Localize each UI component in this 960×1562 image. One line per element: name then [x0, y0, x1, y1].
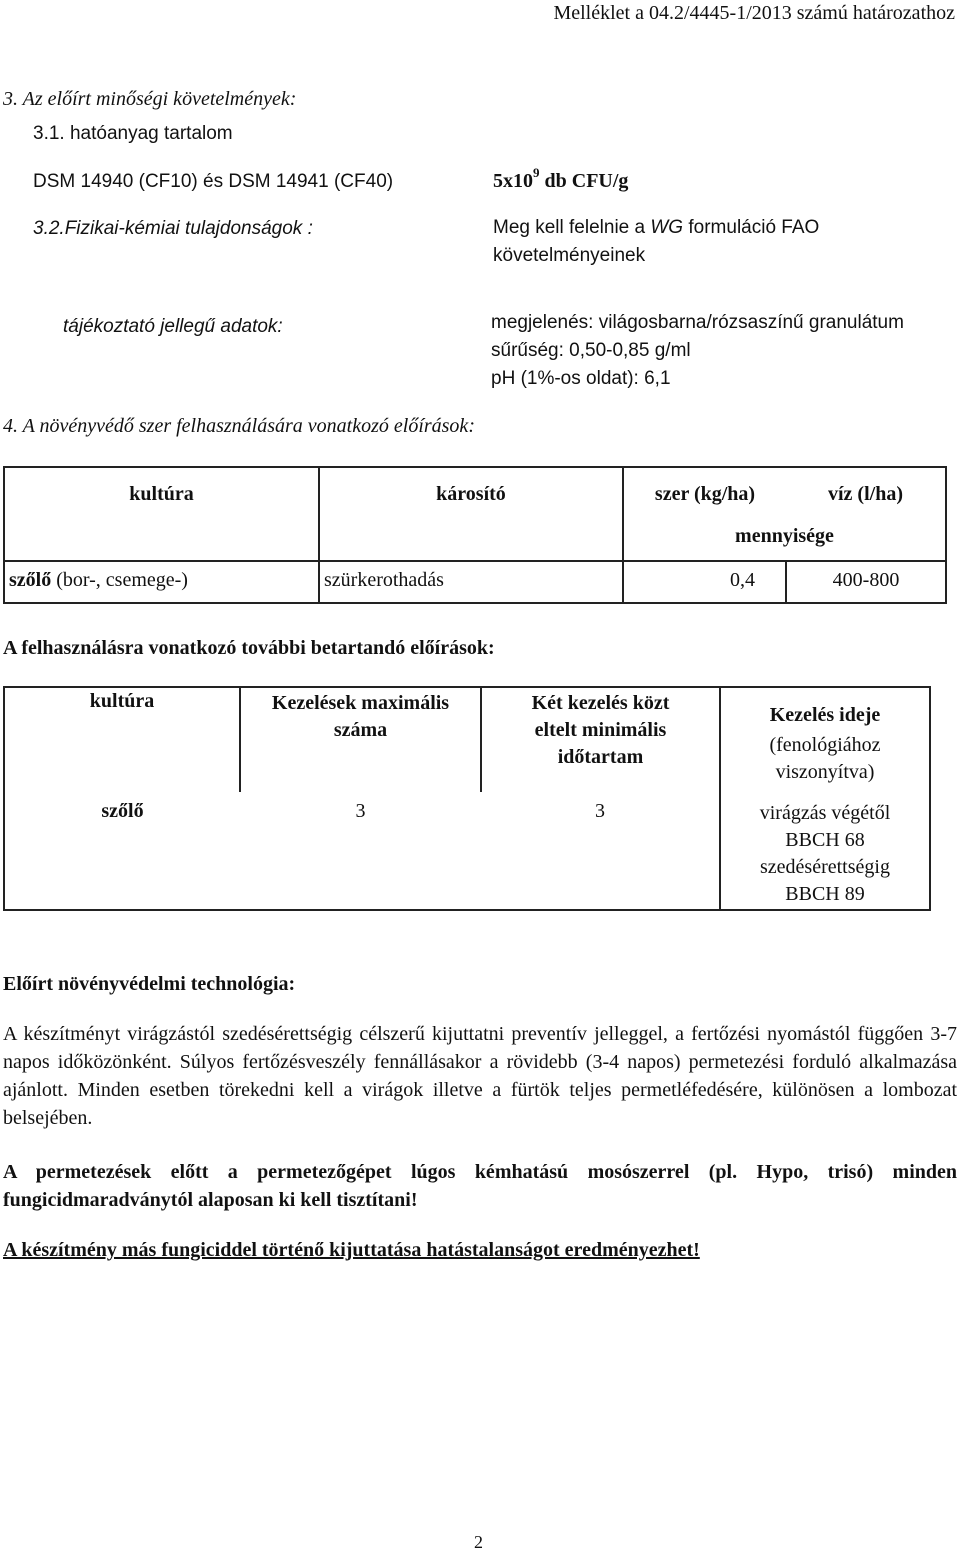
- usage-table: [3, 466, 947, 604]
- usage-header-pest: károsító: [319, 467, 623, 561]
- usage-header-water: víz (l/ha): [786, 467, 946, 515]
- usage-row-pest: szürkerothadás: [319, 561, 623, 603]
- physchem-requirement: Meg kell felelnie a WG formuláció FAO: [493, 217, 820, 238]
- appearance-value: megjelenés: világosbarna/rózsaszínű granulátum: [491, 312, 904, 333]
- treatment-header-max: Kezelések maximális száma: [240, 687, 481, 792]
- usage-header-culture: kultúra: [4, 467, 319, 561]
- active-content-value: $5x10^9$ db CFU/g: [493, 165, 629, 192]
- treatment-row-interval: 3: [481, 792, 720, 910]
- technology-paragraph: A készítményt virágzástól szedésérettségig célszerű kijuttatni preventív jelleggel, a fertőzési nyomástól függően 3-7 napos időközönként. Súlyos fertőzésveszély fennállásakor a rövidebb (3-4 napos) permetezési forduló alkalmazása ajánlott. Minden esetben törekedni kell a virágok illetve a fürtök teljes permetléfedésére, különösen a lombozat belsejében.: [3, 1023, 957, 1129]
- treatment-header-interval: Két kezelés közt eltelt minimális időtartam: [481, 687, 720, 792]
- section-3-2-title: 3.2.Fizikai-kémiai tulajdonságok :: [33, 218, 313, 239]
- further-rules-title: A felhasználásra vonatkozó további betartandó előírások:: [3, 637, 495, 659]
- treatment-header-timing: Kezelés ideje (fenológiához viszonyítva): [720, 687, 930, 792]
- section-4-title: 4. A növényvédő szer felhasználására vonatkozó előírások:: [3, 415, 475, 437]
- mixing-warning: A készítmény más fungiciddel történő kijuttatása hatástalanságot eredményezhet!: [3, 1239, 700, 1261]
- usage-row-dose: 0,4: [623, 561, 786, 603]
- section-3-1-title: 3.1. hatóanyag tartalom: [33, 123, 233, 144]
- document-reference: Melléklet a 04.2/4445-1/2013 számú határozathoz: [553, 2, 955, 24]
- usage-row-water: 400-800: [786, 561, 946, 603]
- section-3-title: 3. Az előírt minőségi követelmények:: [3, 88, 297, 110]
- technology-title: Előírt növényvédelmi technológia:: [3, 973, 296, 995]
- ph-value: pH (1%-os oldat): 6,1: [491, 368, 671, 389]
- treatment-header-culture: kultúra: [4, 687, 240, 792]
- active-ingredient: DSM 14940 (CF10) és DSM 14941 (CF40): [33, 171, 394, 192]
- cleaning-warning: A permetezések előtt a permetezőgépet lúgos kémhatású mosószerrel (pl. Hypo, trisó) minden fungicidmaradványtól alaposan ki kell tisztítani!: [3, 1161, 957, 1211]
- treatment-row-max: 3: [240, 792, 481, 910]
- usage-row-culture: szőlő (bor-, csemege-): [4, 561, 319, 603]
- treatment-row-culture: szőlő: [4, 792, 240, 910]
- treatment-row-timing: virágzás végétől BBCH 68 szedésérettségig BBCH 89: [720, 792, 930, 910]
- usage-header-dose: szer (kg/ha): [623, 467, 786, 515]
- treatment-table: [3, 686, 931, 911]
- page-number: 2: [474, 1532, 483, 1552]
- physchem-requirement-line2: követelményeinek: [493, 245, 646, 266]
- density-value: sűrűség: 0,50-0,85 g/ml: [491, 340, 691, 361]
- usage-subheader-amount: mennyisége: [623, 515, 946, 561]
- info-values: [491, 309, 904, 393]
- info-label: tájékoztató jellegű adatok:: [63, 316, 283, 337]
